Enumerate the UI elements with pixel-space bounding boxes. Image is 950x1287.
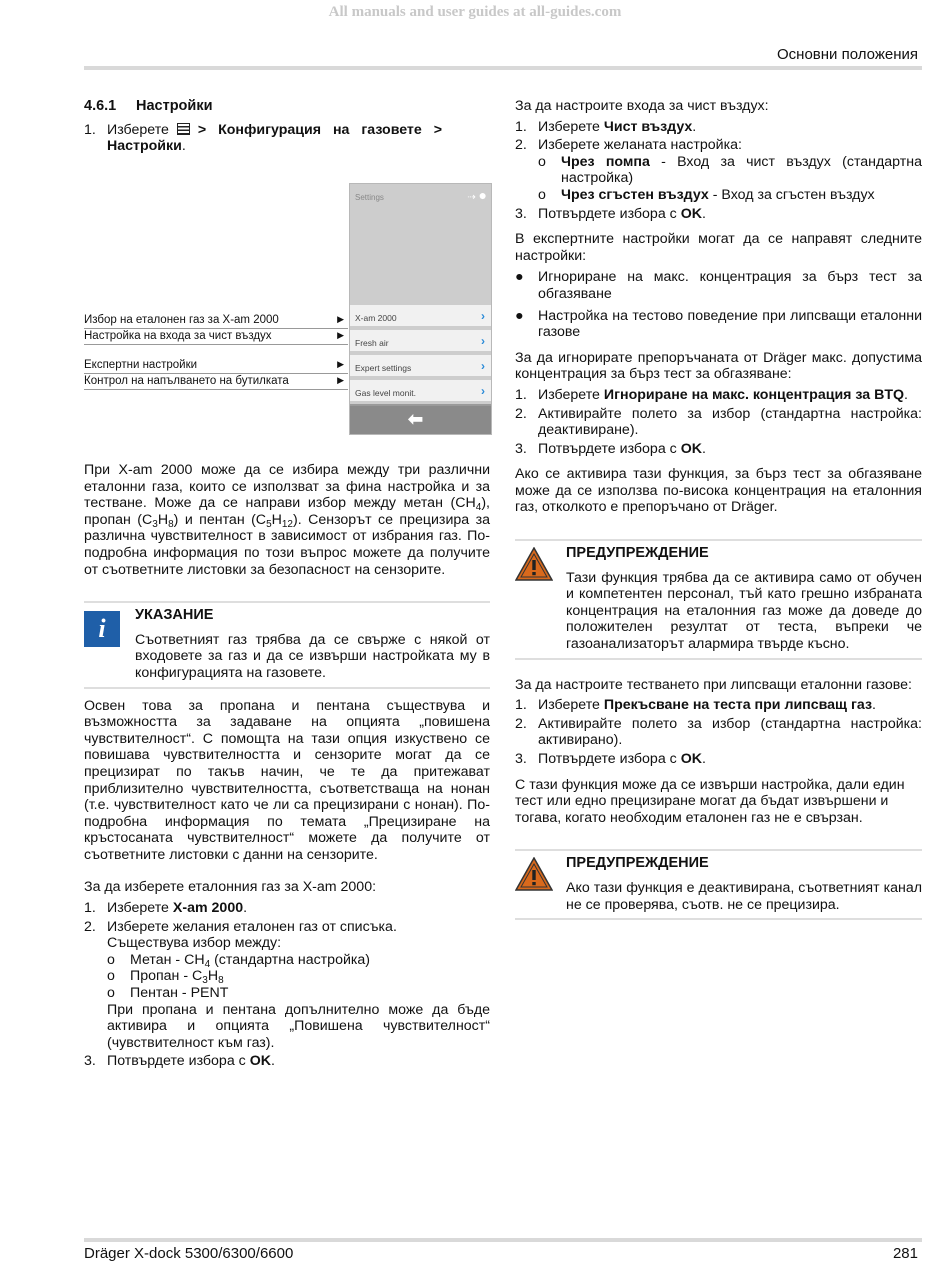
device-settings-screen — [349, 183, 492, 435]
ignore-step-2: 2. Активирайте полето за избор (стандартна настройка: деактивиране). — [515, 405, 922, 439]
warning-text: Ако тази функция е деактивирана, съответният канал не се проверява, съотв. не се прецизира. — [566, 879, 922, 913]
right-column — [515, 98, 922, 920]
warning-2-top-rule — [515, 849, 922, 851]
menu-item-fresh-air[interactable] — [350, 330, 491, 352]
section-heading — [84, 98, 490, 115]
page-number: 281 — [892, 1245, 918, 1262]
warning-triangle-icon — [515, 547, 553, 581]
section-number: 4.6.1 — [84, 98, 117, 114]
step-target: Игнориране на макс. концентрация за BTQ — [603, 386, 905, 403]
option-text: Метан - $CH_4$ (стандартна настройка) — [130, 951, 371, 970]
chevron-right-icon: › — [481, 309, 485, 323]
user-icon: ● — [478, 187, 487, 203]
option-pump: o Чрез помпа - Вход за чист въздух (стандартна настройка) — [538, 153, 922, 187]
ok-label: OK — [680, 205, 702, 222]
option-methane: o Метан - $CH_4$ (стандартна настройка) — [107, 951, 371, 970]
callout-text: Избор на еталонен газ за X-am 2000 — [84, 314, 279, 326]
back-arrow-icon: ⬅ — [408, 409, 424, 429]
ignore-step-3: 3. Потвърдете избора с OK. — [515, 440, 706, 457]
missing-intro: За да настроите тестването при липсващи еталонни газове: — [515, 676, 912, 693]
bullet-text: Игнориране на макс. концентрация за бърз тест за обгазяване — [538, 269, 922, 302]
missing-step-3: 3. Потвърдете избора с OK. — [515, 751, 706, 767]
option-title: Чрез сгъстен въздух — [561, 186, 709, 203]
usb-icon: ⇢ — [467, 192, 476, 203]
chevron-right-icon: › — [481, 384, 485, 398]
fresh-step-1: 1. Изберете Чист въздух. — [515, 118, 697, 135]
option-compressed-air: o Чрез сгъстен въздух - Вход за сгъстен въздух — [538, 186, 875, 203]
warning-box-1 — [515, 545, 922, 653]
notice-bottom-rule — [84, 687, 490, 689]
warning-title: ПРЕДУПРЕЖДЕНИЕ — [566, 855, 709, 872]
menu-path: > Конфигурация на газовете > — [197, 121, 442, 138]
missing-step-1: 1. Изберете Прекъсване на теста при липсващ газ. — [515, 697, 876, 714]
step-1: 1. Изберете > Конфигурация на газовете > Настройки. — [84, 121, 442, 155]
callout-xam2000 — [84, 314, 348, 329]
menu-item-label: X-am 2000 — [355, 313, 397, 323]
menu-item-expert-settings[interactable] — [350, 355, 491, 377]
triangle-right-icon: ▶ — [337, 330, 344, 340]
callout-gas-level — [84, 375, 348, 390]
status-icons — [467, 187, 487, 203]
warning-1-bottom-rule — [515, 658, 922, 660]
missing-step-2: 2. Активирайте полето за избор (стандартна настройка: активирано). — [515, 715, 922, 749]
info-icon: i — [84, 611, 120, 647]
triangle-right-icon: ▶ — [337, 359, 344, 369]
expert-bullet-2: ● Настройка на тестово поведение при липсващи еталонни газове — [515, 307, 922, 341]
step-text: Изберете — [538, 118, 600, 135]
warning-title: ПРЕДУПРЕЖДЕНИЕ — [566, 545, 709, 562]
step-text: Потвърдете избора с — [538, 205, 677, 222]
warning-text: Тази функция трябва да се активира само от обучен и компетентен персонал, тъй като грешно избраната концентрация на еталонния газ може да доведе до положителен резултат от теста, въпреки че газоанализаторът алармира твърде късно. — [566, 569, 922, 653]
callout-text: Настройка на входа за чист въздух — [84, 330, 272, 342]
select-step-1: 1. Изберете X-am 2000. — [84, 900, 248, 917]
option-title: Чрез помпа — [561, 153, 650, 170]
notice-box — [84, 607, 490, 681]
fresh-step-2: 2. Изберете желаната настройка: o Чрез помпа - Вход за чист въздух (стандартна настройка) o Чрез сгъстен въздух - Вход за сгъстен въздух — [515, 137, 922, 203]
warning-box-2 — [515, 855, 922, 913]
watermark: All manuals and user guides at all-guides.com — [328, 4, 622, 20]
triangle-right-icon: ▶ — [337, 314, 344, 324]
step-target: Прекъсване на теста при липсващ газ — [603, 697, 872, 714]
bullet-text: Настройка на тестово поведение при липсващи еталонни газове — [538, 307, 922, 341]
option-text: Пентан - PENT — [130, 985, 229, 1002]
step-text: Изберете желания еталонен газ от списъка. — [107, 918, 397, 935]
fresh-step-3: 3. Потвърдете избора с OK. — [515, 205, 706, 222]
menu-path-end: Настройки — [107, 138, 182, 155]
paragraph-select-intro: За да изберете еталонния газ за X-am 2000: — [84, 879, 377, 896]
ok-label: OK — [249, 1053, 271, 1070]
chevron-right-icon: › — [481, 359, 485, 373]
step-text: Активирайте полето за избор (стандартна настройка: деактивиране). — [538, 405, 922, 439]
step-note: При пропана и пентана допълнително може да бъде активира и опцията „Повишена чувствителност“ (чувствителност към газ). — [107, 1001, 490, 1051]
step-text: Потвърдете избора с — [538, 440, 677, 457]
step-text: Изберете — [538, 697, 600, 714]
ignore-after: Ако се активира тази функция, за бърз тест за обгазяване може да се използва по-висока концентрация на еталонния газ, отколкото е препоръчано от Dräger. — [515, 466, 922, 516]
option-propane: o Пропан - $C_3H_8$ — [107, 968, 224, 987]
step-text: Активирайте полето за избор (стандартна настройка: активирано). — [538, 715, 922, 749]
notice-top-rule — [84, 601, 490, 603]
step-text: Потвърдете избора с — [107, 1053, 246, 1070]
callout-expert — [84, 359, 348, 374]
footer-rule — [84, 1238, 922, 1242]
select-step-2: 2. Изберете желания еталонен газ от списъка. Съществува избор между: o Метан - $CH_4$ (стандартна настройка) o Пропан - $C_3H_8$ o Пентан - PENT При пропана и пентана допълнително може да бъде активира и опцията „Повишена чувствителност“ (чувствителност към газ). — [84, 918, 490, 1051]
back-bar[interactable] — [350, 404, 491, 434]
step-target: X-am 2000 — [172, 900, 244, 917]
menu-item-gas-level[interactable] — [350, 380, 491, 402]
step-text: Изберете — [538, 386, 600, 403]
option-pentane: o Пентан - PENT — [107, 985, 229, 1002]
paragraph-reference-gases: При X-am 2000 може да се избира между три различни еталонни газа, които се използват за фина настройка и за тестване. Може да се направи избор между метан $(CH_4)$, пропан $(C_3H_8)$ и пентан $(C_5H_{12})$. Сензорът се прецизира за различна чувствителност в зависимост от избрания газ. По-подробна информация по този въпрос можете да получите от съответните листовки за безопасност на сензорите. — [84, 462, 490, 578]
ignore-step-1: 1. Изберете Игнориране на макс. концентрация за BTQ. — [515, 386, 908, 403]
ok-label: OK — [680, 751, 702, 767]
ok-label: OK — [680, 440, 702, 457]
notice-text: Съответният газ трябва да се свърже с някой от входовете за газ и да се извърши настройката му в конфигурацията на газовете. — [135, 631, 490, 681]
paragraph-sensitivity: Освен това за пропана и пентана съществува и възможността за задаване на опцията „повишена чувствителност“. С помощта на тази опция изкуствено се повишава чувствителността и сензорите могат да се прецизират по такъв начин, че те да притежават приблизително чувствителността, съответстваща на нонан (т.е. чувствителност като че ли са прецизирани с нонан). По-подробна информация по темата „Прецизиране на кръстосаната чувствителност“ можете да получите от съответните листовки с данни на сензорите. — [84, 697, 490, 863]
warning-2-bottom-rule — [515, 918, 922, 920]
menu-item-label: Expert settings — [355, 363, 412, 373]
fresh-air-intro: За да настроите входа за чист въздух: — [515, 98, 769, 114]
option-text: - Вход за сгъстен въздух — [712, 186, 875, 203]
footer-product: Dräger X-dock 5300/6300/6600 — [84, 1245, 294, 1262]
option-text: - Вход за чист въздух (стандартна настройка) — [561, 153, 922, 187]
option-text: Пропан - $C_3H_8$ — [130, 968, 224, 987]
section-title: Настройки — [136, 98, 213, 114]
step-text: Изберете желаната настройка: — [538, 137, 742, 154]
left-column — [84, 98, 490, 155]
warning-triangle-icon — [515, 857, 553, 891]
notice-title: УКАЗАНИЕ — [135, 607, 214, 624]
callout-text: Експертни настройки — [84, 359, 198, 371]
warning-1-top-rule — [515, 539, 922, 541]
menu-item-label: Fresh air — [355, 338, 389, 348]
running-header: Основни положения — [777, 46, 918, 63]
callout-text: Контрол на напълването на бутилката — [84, 375, 289, 387]
expert-intro: В експертните настройки могат да се направят следните настройки: — [515, 231, 922, 264]
ignore-intro: За да игнорирате препоръчаната от Dräger макс. допустима концентрация за бърз тест за обгазяване: — [515, 349, 922, 383]
step-text: Изберете — [107, 900, 169, 917]
triangle-right-icon: ▶ — [337, 375, 344, 385]
chevron-right-icon: › — [481, 334, 485, 348]
expert-bullet-1: ● Игнориране на макс. концентрация за бърз тест за обгазяване — [515, 269, 922, 302]
step-target: Чист въздух — [603, 118, 693, 135]
screen-title: Settings — [355, 193, 384, 202]
menu-item-label: Gas level monit. — [355, 388, 416, 398]
select-step-3: 3. Потвърдете избора с OK. — [84, 1053, 275, 1070]
left-column-body — [84, 462, 490, 1070]
menu-item-xam2000[interactable] — [350, 305, 491, 327]
step-subtext: Съществува избор между: — [107, 935, 282, 952]
missing-after: С тази функция може да се извърши настройка, дали един тест или едно прецизиране могат да бъдат извършени и тогава, когато необходим еталонен газ не е свързан. — [515, 776, 905, 826]
step-text: Изберете — [107, 121, 169, 138]
menu-icon — [177, 123, 190, 135]
step-text: Потвърдете избора с — [538, 751, 677, 767]
header-rule — [84, 66, 922, 70]
callout-fresh-air — [84, 330, 348, 345]
